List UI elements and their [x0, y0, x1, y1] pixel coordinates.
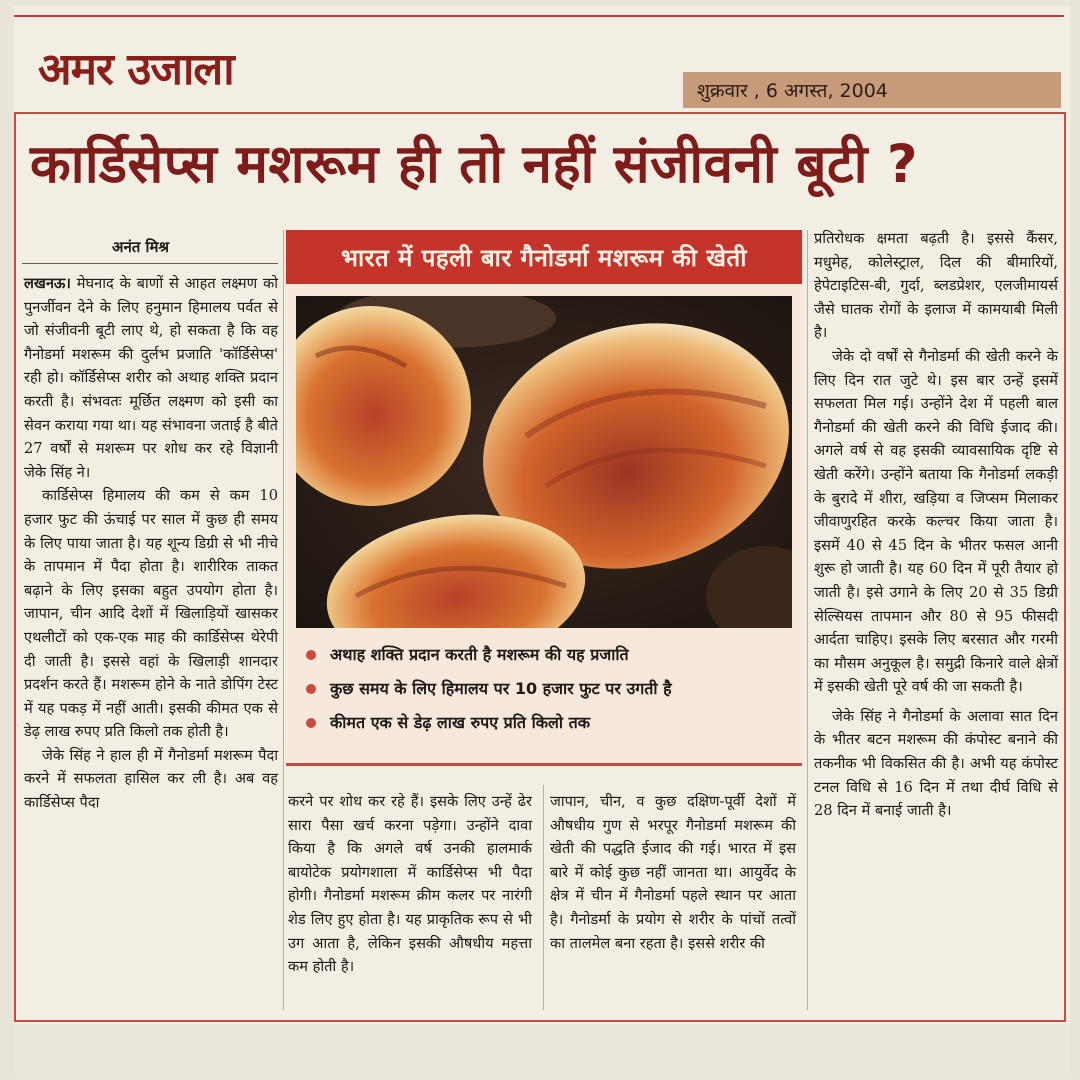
paragraph: जेके दो वर्षों से गैनोडर्मा की खेती करने के लिए दिन रात जुटे थे। इस बार उन्हें इसमें सफलता मिल गई। उन्होंने देश में पहली बाल गैनोडर्मा की खेती करने की विधि ईजाद की। अगले वर्ष से वह इसकी व्यावसायिक दृष्टि से खेती करेंगे। उन्होंने बताया कि गैनोडर्मा लकड़ी के बुरादे में शीरा, खड़िया व जिप्सम मिलाकर जीवाणुरहित करके कल्चर किया जाता है। इसमें 40 से 45 दिन के भीतर फसल आनी शुरू हो जाती है। यह 60 दिन में पूरी तैयार हो जाती है। इसे उगाने के लिए 20 से 35 डिग्री सेल्सियस तापमान और 80 से 95 फीसदी आर्दता चाहिए। इसके लिए बरसात और गरमी का मौसम अनुकूल है। समुद्री किनारे वाले क्षेत्रों में इसकी खेती पूरे वर्ष की जा सकती है।: [814, 347, 1058, 696]
paragraph: जेके सिंह ने गैनोडर्मा के अलावा सात दिन के भीतर बटन मशरूम की कंपोस्ट बनाने की तकनीक भी विकसित की है। अभी यह कंपोस्ट टनल विधि से 16 दिन में तथा दीर्घ विधि से 28 दिन में बनाई जाती है।: [814, 707, 1058, 820]
bullet-icon: [306, 650, 316, 660]
paragraph: कार्डिसेप्स हिमालय की कम से कम 10 हजार फुट की ऊंचाई पर साल में कुछ ही समय के लिए पाया जाता है। यह शून्य डिग्री से भी नीचे के तापमान में पैदा होता है। शारीरिक ताकत बढ़ाने के लिए इसका बहुत उपयोग होता है। जापान, चीन आदि देशों में खिलाड़ियों खासकर एथलीटों को एक-एक माह की कार्डिसेप्स थेरेपी दी जाती है। इससे वहां के खिलाड़ी शानदार प्रदर्शन करते हैं। मशरूम होने के नाते डोपिंग टेस्ट में यह पकड़ में नहीं आती। इसकी कीमत एक से डेढ़ लाख रुपए प्रति किलो तक होती है।: [24, 487, 278, 741]
highlights-list: [300, 644, 790, 746]
column-divider: [543, 785, 544, 1010]
paragraph: प्रतिरोधक क्षमता बढ़ती है। इससे कैंसर, मधुमेह, कोलेस्ट्राल, दिल की बीमारियों, हेपेटाइटिस-बी, गुर्दा, ब्लडप्रेशर, एलजीमायर्स जैसे घातक रोगों के इलाज में कामयाबी मिली है।: [814, 230, 1058, 342]
article-column-3: [550, 790, 796, 955]
byline-rule: [22, 263, 278, 264]
bullet-icon: [306, 684, 316, 694]
newspaper-masthead: अमर उजाला: [38, 44, 234, 95]
list-item: [300, 678, 790, 700]
top-rule: [14, 15, 1064, 17]
column-divider: [283, 230, 284, 1010]
byline: अनंत मिश्र: [112, 238, 170, 256]
list-item-text: अथाह शक्ति प्रदान करती है मशरूम की यह प्रजाति: [330, 645, 629, 664]
highlight-box: [286, 230, 802, 766]
article-column-1: [24, 272, 278, 815]
paragraph: जापान, चीन, व कुछ दक्षिण-पूर्वी देशों में औषधीय गुण से भरपूर गैनोडर्मा मशरूम की खेती की पद्धति ईजाद की गई। भारत में इस बारे में कोई कुछ नहीं जानता था। आयुर्वेद के क्षेत्र में चीन में गैनोडर्मा पहले स्थान पर आता है। गैनोडर्मा के प्रयोग से शरीर के पांचों तत्वों का तालमेल बना रहता है। इससे शरीर की: [550, 793, 796, 952]
box-title: भारत में पहली बार गैनोडर्मा मशरूम की खेती: [286, 230, 802, 284]
publication-date: शुक्रवार , 6 अगस्त, 2004: [683, 72, 1061, 108]
list-item: [300, 644, 790, 666]
bullet-icon: [306, 718, 316, 728]
list-item-text: कुछ समय के लिए हिमालय पर 10 हजार फुट पर उगती है: [330, 679, 672, 698]
paragraph: जेके सिंह ने हाल ही में गैनोडर्मा मशरूम पैदा करने में सफलता हासिल कर ली है। अब वह कार्डिसेप्स पैदा: [24, 746, 278, 812]
dateline: लखनऊ।: [24, 275, 71, 292]
paragraph: करने पर शोध कर रहे हैं। इसके लिए उन्हें ढेर सारा पैसा खर्च करना पड़ेगा। उन्होंने दावा किया है कि अगले वर्ष उनकी हालमार्क बायोटेक प्रयोगशाला में कार्डिसेप्स भी पैदा होगी। गैनोडर्मा मशरूम क्रीम कलर पर नारंगी शेड लिए हुए होता है। यह प्राकृतिक रूप से भी उग आता है, लेकिन इसकी औषधीय महत्ता कम होती है।: [288, 793, 532, 976]
article-headline: कार्डिसेप्स मशरूम ही तो नहीं संजीवनी बूटी ?: [30, 134, 919, 195]
paragraph-text: मेघनाद के बाणों से आहत लक्ष्मण को पुनर्जीवन देने के लिए हनुमान हिमालय पर्वत से जो संजीवनी बूटी लाए थे, हो सकता है कि वह गैनोडर्मा मशरूम की दुर्लभ प्रजाति 'कॉर्डिसेप्स' रही हो। कॉर्डिसेप्स शरीर को अथाह शक्ति प्रदान करती है। संभवतः मूर्छित लक्ष्मण को इसी का सेवन कराया गया था। यह संभावना जताई है बीते 27 वर्षों से मशरूम पर शोध कर रहे विज्ञानी जेके सिंह ने।: [24, 275, 278, 481]
paragraph: [24, 272, 278, 484]
mushroom-photo: [296, 296, 792, 628]
list-item-text: कीमत एक से डेढ़ लाख रुपए प्रति किलो तक: [330, 713, 590, 732]
page-bottom-margin: [14, 1024, 1070, 1074]
article-column-2: [288, 790, 532, 979]
column-divider: [807, 230, 808, 1010]
list-item: [300, 712, 790, 734]
article-column-4: [814, 227, 1058, 823]
